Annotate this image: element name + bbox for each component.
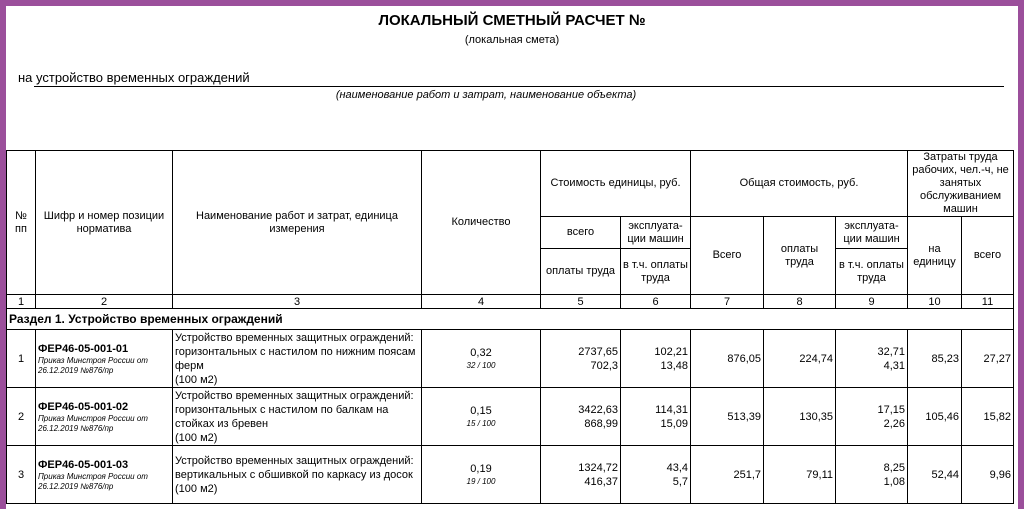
row-name-cell xyxy=(173,388,422,446)
column-number: 3 xyxy=(173,295,422,309)
estimate-page xyxy=(6,6,1018,509)
row-unit-machines-labor: 13,48 xyxy=(660,359,688,372)
row-unit-cost-cell xyxy=(541,388,621,446)
row-total-machines-labor: 4,31 xyxy=(883,359,905,372)
row-unit-machines-cell xyxy=(621,330,691,388)
row-unit-machines-labor: 15,09 xyxy=(660,417,688,430)
header-per-unit: на единицу xyxy=(908,217,962,295)
row-order: Приказ Минстроя России от 26.12.2019 №876/пр xyxy=(38,471,148,491)
column-number: 5 xyxy=(541,295,621,309)
row-total-labor: 224,74 xyxy=(764,330,836,388)
row-unit-labor: 868,99 xyxy=(584,417,618,430)
row-unit-machines: 102,21 xyxy=(654,345,688,358)
row-total-labor: 130,35 xyxy=(764,388,836,446)
row-code: ФЕР46-05-001-03 xyxy=(38,458,129,471)
header-qty: Количество xyxy=(422,151,541,295)
row-qty: 0,32 xyxy=(470,347,492,359)
row-unit: (100 м2) xyxy=(175,373,218,386)
row-total-machines: 17,15 xyxy=(877,403,905,416)
object-caption: (наименование работ и затрат, наименование объекта) xyxy=(335,89,637,101)
header-total-incl: в т.ч. оплаты труда xyxy=(836,249,908,295)
row-name: Устройство временных защитных ограждений: вертикальных с обшивкой по каркасу из досок xyxy=(175,454,414,481)
column-number: 2 xyxy=(36,295,173,309)
column-number: 8 xyxy=(764,295,836,309)
row-qty-note: 32 / 100 xyxy=(466,361,496,370)
table-row xyxy=(7,388,1014,446)
row-labor-per-unit: 105,46 xyxy=(908,388,962,446)
row-unit-machines: 114,31 xyxy=(655,403,688,416)
row-code-cell xyxy=(36,446,173,504)
row-name: Устройство временных защитных ограждений: горизонтальных с настилом по балкам на стойках из бревен xyxy=(175,389,414,430)
column-number: 4 xyxy=(422,295,541,309)
row-qty: 0,19 xyxy=(470,463,492,475)
row-num: 1 xyxy=(7,330,36,388)
row-total-all: 251,7 xyxy=(691,446,764,504)
row-total-machines: 32,71 xyxy=(877,345,905,358)
row-total-machines-cell xyxy=(836,446,908,504)
row-name-cell xyxy=(173,330,422,388)
header-unit-cost: Стоимость единицы, руб. xyxy=(541,151,691,217)
header-unit-machines: эксплуата-ции машин xyxy=(621,217,691,249)
row-labor-total: 15,82 xyxy=(962,388,1014,446)
row-unit-cost-cell xyxy=(541,330,621,388)
row-total-all: 876,05 xyxy=(691,330,764,388)
row-num: 3 xyxy=(7,446,36,504)
column-number: 11 xyxy=(962,295,1014,309)
row-labor-total: 27,27 xyxy=(962,330,1014,388)
row-order: Приказ Минстроя России от 26.12.2019 №876/пр xyxy=(38,413,148,433)
row-qty-note: 19 / 100 xyxy=(466,477,496,486)
row-total-machines-cell xyxy=(836,330,908,388)
row-unit-labor: 702,3 xyxy=(590,359,618,372)
row-unit-machines: 43,4 xyxy=(666,461,688,474)
row-labor-per-unit: 85,23 xyxy=(908,330,962,388)
row-labor-total: 9,96 xyxy=(962,446,1014,504)
header-code: Шифр и номер позиции норматива xyxy=(36,151,173,295)
row-unit-cost-cell xyxy=(541,446,621,504)
column-number: 9 xyxy=(836,295,908,309)
row-qty-note: 15 / 100 xyxy=(466,419,496,428)
column-numbers-row xyxy=(7,295,1014,309)
row-name: Устройство временных защитных ограждений: горизонтальных с настилом по нижним поясам ферм xyxy=(175,331,416,372)
column-number: 1 xyxy=(7,295,36,309)
row-unit-machines-cell xyxy=(621,388,691,446)
row-unit: (100 м2) xyxy=(175,482,218,495)
row-qty-cell xyxy=(422,446,541,504)
section-title: Раздел 1. Устройство временных ограждений xyxy=(7,309,1014,330)
row-qty-cell xyxy=(422,330,541,388)
header-unit-total: всего xyxy=(541,217,621,249)
row-total-machines-labor: 2,26 xyxy=(883,417,905,430)
header-total-cost: Общая стоимость, руб. xyxy=(691,151,908,217)
header-name: Наименование работ и затрат, единица измерения xyxy=(173,151,422,295)
row-total-machines-cell xyxy=(836,388,908,446)
row-num: 2 xyxy=(7,388,36,446)
row-unit-labor: 416,37 xyxy=(584,475,618,488)
table-row xyxy=(7,330,1014,388)
row-name-cell xyxy=(173,446,422,504)
header-num: № пп xyxy=(7,151,36,295)
row-unit-total: 3422,63 xyxy=(578,403,618,416)
header-total-machines: эксплуата-ции машин xyxy=(836,217,908,249)
header-total-all: Всего xyxy=(691,217,764,295)
header-total-labor: оплаты труда xyxy=(764,217,836,295)
row-unit-total: 2737,65 xyxy=(578,345,618,358)
row-unit-machines-cell xyxy=(621,446,691,504)
row-unit-total: 1324,72 xyxy=(578,461,618,474)
row-unit-machines-labor: 5,7 xyxy=(672,475,688,488)
row-code: ФЕР46-05-001-01 xyxy=(38,342,129,355)
column-number: 10 xyxy=(908,295,962,309)
column-number: 7 xyxy=(691,295,764,309)
row-labor-per-unit: 52,44 xyxy=(908,446,962,504)
header-labor-total: всего xyxy=(962,217,1014,295)
row-code-cell xyxy=(36,388,173,446)
row-total-labor: 79,11 xyxy=(764,446,836,504)
row-unit: (100 м2) xyxy=(175,431,218,444)
header-unit-incl: в т.ч. оплаты труда xyxy=(621,249,691,295)
header-unit-labor: оплаты труда xyxy=(541,249,621,295)
table-row xyxy=(7,446,1014,504)
row-qty: 0,15 xyxy=(470,405,492,417)
row-code-cell xyxy=(36,330,173,388)
row-order: Приказ Минстроя России от 26.12.2019 №876/пр xyxy=(38,355,148,375)
document-subtitle: (локальная смета) xyxy=(464,34,560,46)
row-total-machines: 8,25 xyxy=(883,461,905,474)
object-text: на устройство временных ограждений xyxy=(18,70,250,85)
document-title: ЛОКАЛЬНЫЙ СМЕТНЫЙ РАСЧЕТ № xyxy=(378,12,646,29)
column-number: 6 xyxy=(621,295,691,309)
header-labor-costs: Затраты труда рабочих, чел.-ч, не занятых обслуживанием машин xyxy=(908,151,1014,217)
section-row xyxy=(7,309,1014,330)
row-qty-cell xyxy=(422,388,541,446)
row-total-machines-labor: 1,08 xyxy=(883,475,905,488)
estimate-table xyxy=(6,150,1014,504)
row-code: ФЕР46-05-001-02 xyxy=(38,400,129,413)
row-total-all: 513,39 xyxy=(691,388,764,446)
object-underline xyxy=(34,86,1004,87)
